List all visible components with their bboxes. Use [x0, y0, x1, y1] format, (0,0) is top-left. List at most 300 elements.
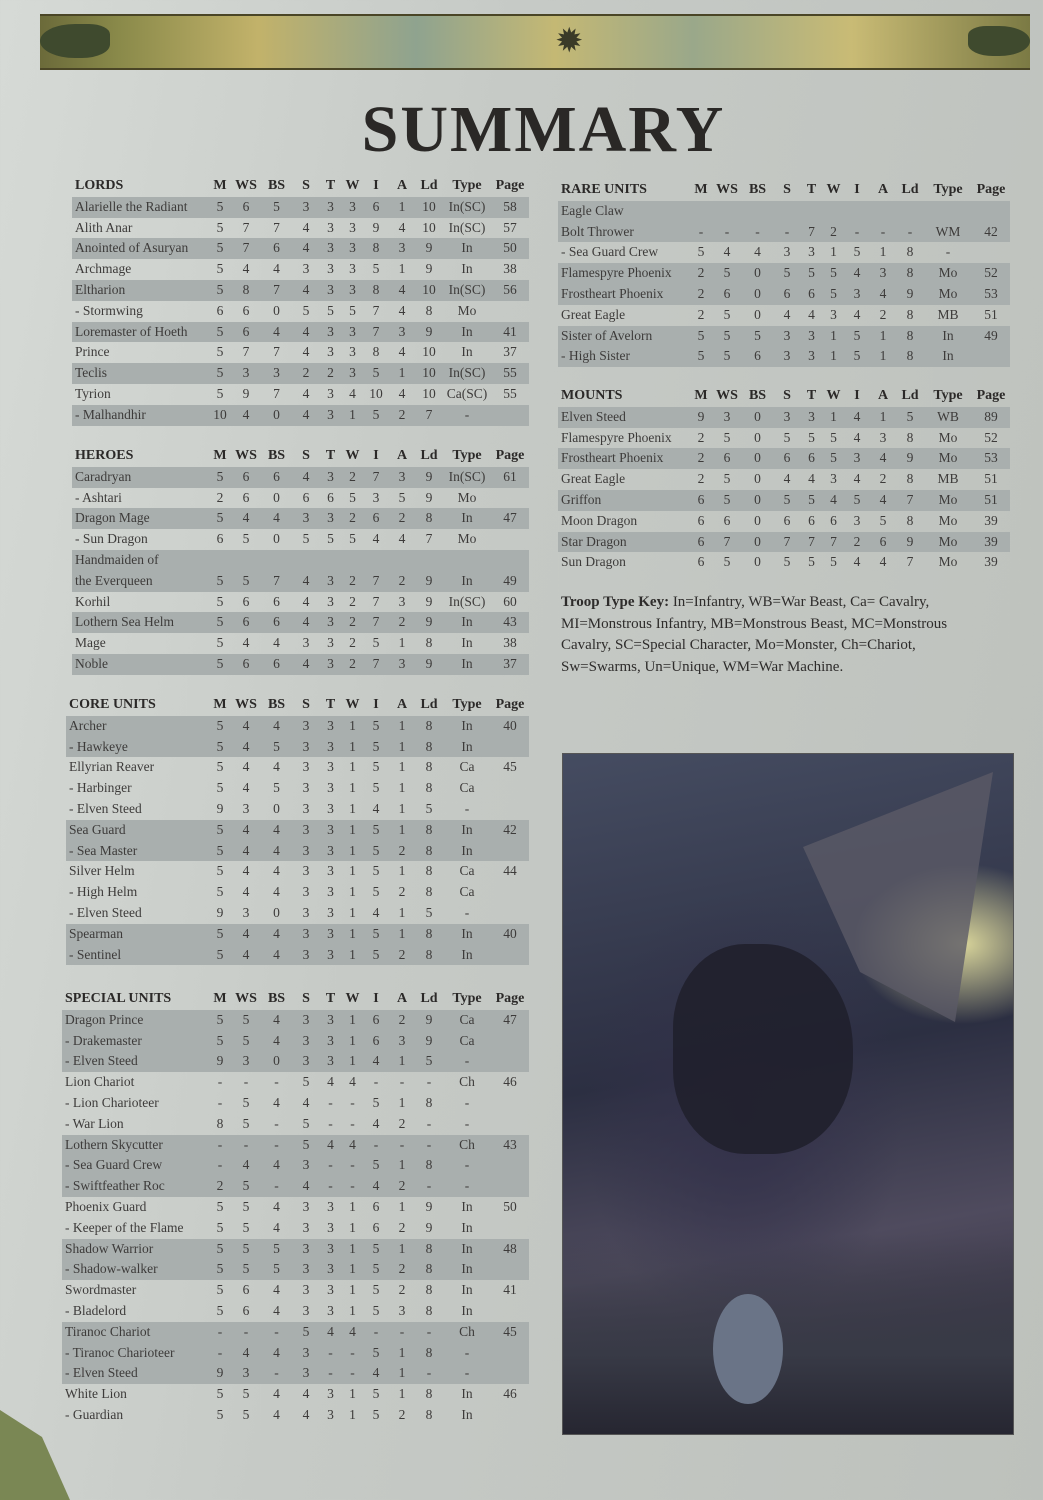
stat-cell: 5 — [208, 571, 232, 592]
stat-cell: 5 — [844, 490, 870, 511]
stat-cell: 1 — [398, 759, 406, 775]
stat-cell: 5 — [349, 531, 356, 547]
stat-cell: 5 — [723, 306, 731, 322]
stat-cell: - — [232, 1135, 260, 1156]
stat-cell: 3 — [342, 238, 363, 259]
stat-cell: - — [328, 1094, 333, 1110]
stat-cell: 5 — [363, 737, 389, 758]
stat-cell: 9 — [415, 322, 443, 343]
unit-name: - Lion Charioteer — [65, 1094, 159, 1110]
stat-cell: 5 — [242, 1406, 250, 1422]
unit-name: Great Eagle — [561, 471, 626, 487]
unit-name: Tyrion — [75, 385, 111, 401]
stat-cell: 3 — [302, 904, 310, 920]
table-row — [62, 1135, 529, 1156]
unit-name: Lion Chariot — [65, 1074, 135, 1090]
stat-cell: 4 — [398, 385, 406, 401]
table-row — [72, 280, 529, 301]
stat-cell: 0 — [754, 429, 761, 445]
stat-cell: 41 — [503, 1282, 517, 1298]
stat-cell: 8 — [415, 924, 443, 945]
stat-cell: In — [443, 238, 491, 259]
stat-cell: - — [426, 1074, 432, 1090]
column-header: T — [325, 178, 336, 193]
stat-cell: 2 — [293, 363, 319, 384]
stat-cell: 3 — [389, 238, 415, 259]
stat-cell: 5 — [689, 346, 713, 367]
stat-cell: 7 — [363, 571, 389, 592]
stat-cell: 1 — [349, 1406, 356, 1422]
stat-cell: 8 — [415, 820, 443, 841]
column-header: WS — [235, 991, 257, 1006]
stat-cell: 3 — [319, 945, 342, 966]
stat-cell — [713, 201, 741, 222]
unit-name: - Sea Guard Crew — [561, 244, 659, 260]
stat-cell: 7 — [242, 219, 250, 235]
table-row — [558, 305, 1010, 326]
stat-cell: 4 — [293, 322, 319, 343]
stat-cell: 10 — [415, 197, 443, 218]
stat-cell: 2 — [697, 429, 705, 445]
stat-cell: 8 — [906, 306, 914, 322]
stat-cell: 1 — [342, 405, 363, 426]
table-row — [62, 1010, 529, 1031]
stat-cell: 46 — [503, 1386, 517, 1402]
stat-cell: 4 — [302, 1406, 310, 1422]
stat-cell: 1 — [349, 884, 356, 900]
stat-cell: 6 — [363, 197, 389, 218]
stat-cell: 6 — [774, 284, 800, 305]
dragon-head-ornament — [40, 24, 110, 58]
stat-cell: 4 — [293, 654, 319, 675]
stat-cell: 5 — [208, 820, 232, 841]
stat-cell: 2 — [689, 448, 713, 469]
unit-name: - Bladelord — [65, 1302, 127, 1318]
stat-cell: 4 — [293, 612, 319, 633]
stat-cell: 3 — [232, 1051, 260, 1072]
stat-cell: 4 — [273, 1302, 280, 1318]
stat-cell: 5 — [372, 759, 380, 775]
stat-cell: 4 — [260, 841, 293, 862]
stat-cell: 5 — [208, 1010, 232, 1031]
table-row — [72, 322, 529, 343]
stat-cell: - — [464, 800, 470, 816]
stat-cell: 5 — [216, 1282, 224, 1298]
column-header: I — [373, 448, 379, 463]
stat-cell: 41 — [491, 322, 529, 343]
stat-cell: - — [319, 1343, 342, 1364]
stat-cell — [844, 201, 870, 222]
stat-cell: 5 — [293, 1322, 319, 1343]
stat-cell: 4 — [398, 531, 406, 547]
unit-name: Phoenix Guard — [65, 1198, 147, 1214]
stat-cell: 1 — [349, 863, 356, 879]
table-row — [72, 633, 529, 654]
stat-cell: 5 — [363, 1155, 389, 1176]
table-row — [72, 467, 529, 488]
stat-cell: 3 — [349, 344, 356, 360]
stat-cell: 4 — [273, 1198, 280, 1214]
stat-cell: 8 — [415, 1259, 443, 1280]
stat-cell: 5 — [208, 467, 232, 488]
stat-cell: MB — [937, 306, 959, 322]
stat-cell: In — [443, 1239, 491, 1260]
stat-cell: 3 — [302, 863, 310, 879]
stat-cell: - — [260, 1322, 293, 1343]
stat-cell: 8 — [896, 346, 924, 367]
stat-cell: 55 — [491, 363, 529, 384]
stat-cell: 4 — [260, 1155, 293, 1176]
stat-cell: 1 — [342, 1239, 363, 1260]
stat-cell: 3 — [327, 1302, 334, 1318]
stat-cell: - — [328, 1115, 333, 1131]
column-header: M — [213, 697, 227, 712]
stat-cell: Mo — [457, 489, 477, 505]
column-header: Page — [495, 448, 525, 463]
stat-cell: In — [443, 612, 491, 633]
stat-cell: - — [208, 1135, 232, 1156]
stat-cell: In — [443, 322, 491, 343]
stat-cell: 1 — [389, 1239, 415, 1260]
stat-cell: 5 — [398, 489, 406, 505]
stat-cell: - — [373, 1074, 379, 1090]
column-header: T — [806, 182, 817, 197]
column-header: M — [213, 991, 227, 1006]
stat-cell: 5 — [302, 1115, 310, 1131]
unit-name: Dragon Prince — [62, 1010, 208, 1031]
table-row — [62, 1259, 529, 1280]
stat-cell: 9 — [425, 1198, 433, 1214]
unit-name: - Tiranoc Charioteer — [62, 1343, 208, 1364]
stat-cell: Mo — [457, 531, 477, 547]
unit-name: - Stormwing — [75, 302, 143, 318]
stat-cell: 2 — [398, 1219, 406, 1235]
stat-cell: 3 — [319, 1239, 342, 1260]
table-row — [62, 1218, 529, 1239]
stat-cell: - — [443, 1155, 491, 1176]
stat-cell: 1 — [870, 326, 896, 347]
unit-name: Loremaster of Hoeth — [72, 322, 208, 343]
stat-cell: 5 — [697, 244, 705, 260]
stat-cell: 8 — [415, 508, 443, 529]
table-row — [558, 201, 1010, 222]
stat-cell: 39 — [984, 554, 998, 570]
stat-cell: 4 — [293, 571, 319, 592]
stat-cell: - — [741, 222, 774, 243]
stat-cell — [491, 301, 529, 322]
stat-cell: 5 — [830, 554, 837, 570]
stat-cell: 8 — [425, 863, 433, 879]
stat-cell: 9 — [415, 467, 443, 488]
table-row — [66, 841, 529, 862]
unit-name: Griffon — [558, 490, 689, 511]
stat-cell: 5 — [363, 820, 389, 841]
stat-cell: 3 — [232, 1363, 260, 1384]
column-header: BS — [267, 991, 286, 1006]
troop-key-label: Troop Type Key: — [561, 594, 670, 610]
stat-cell: - — [443, 1051, 491, 1072]
stat-cell: 3 — [800, 326, 823, 347]
stat-cell: 5 — [216, 1302, 224, 1318]
stat-cell: 1 — [398, 635, 406, 651]
stat-cell: 8 — [425, 1282, 433, 1298]
stat-cell: 3 — [319, 238, 342, 259]
stat-cell: 6 — [363, 1010, 389, 1031]
stat-cell: 3 — [319, 508, 342, 529]
stat-cell: - — [363, 1322, 389, 1343]
stat-cell: 4 — [293, 467, 319, 488]
stat-cell — [689, 201, 713, 222]
stat-cell: 4 — [260, 322, 293, 343]
table-row — [558, 552, 1010, 573]
stat-cell: 7 — [363, 654, 389, 675]
stat-cell: In — [443, 924, 491, 945]
stat-cell: 6 — [232, 612, 260, 633]
stat-cell: 6 — [260, 467, 293, 488]
stat-cell: 4 — [844, 263, 870, 284]
stat-cell: 9 — [896, 532, 924, 553]
unit-name: Korhil — [75, 593, 111, 609]
stat-cell: 2 — [342, 654, 363, 675]
stat-cell: 4 — [372, 1115, 380, 1131]
stat-cell: In — [461, 1219, 473, 1235]
stat-cell: 4 — [398, 219, 406, 235]
stat-cell: 1 — [823, 407, 844, 428]
stat-cell — [896, 201, 924, 222]
stat-cell: 1 — [342, 841, 363, 862]
stat-cell: - — [443, 1343, 491, 1364]
unit-name: Lothern Sea Helm — [72, 612, 208, 633]
column-header: WS — [235, 697, 257, 712]
stat-cell: 3 — [293, 841, 319, 862]
stat-cell: 8 — [906, 244, 914, 260]
stat-cell: 8 — [363, 238, 389, 259]
unit-name: - Elven Steed — [62, 1051, 208, 1072]
stat-cell: - — [415, 1176, 443, 1197]
stat-cell: Ca — [459, 884, 475, 900]
stat-cell: 3 — [319, 467, 342, 488]
stat-cell: 51 — [984, 306, 998, 322]
stat-cell: 6 — [689, 490, 713, 511]
stat-cell: 1 — [349, 1386, 356, 1402]
stat-cell: 7 — [713, 532, 741, 553]
stat-cell: 10 — [422, 385, 436, 401]
stat-cell: 5 — [372, 1406, 380, 1422]
stat-cell: - — [350, 1115, 355, 1131]
stat-cell: 5 — [260, 1259, 293, 1280]
stat-cell: 42 — [491, 820, 529, 841]
stat-cell: 0 — [741, 263, 774, 284]
stat-cell: In — [443, 508, 491, 529]
stat-cell: 1 — [389, 924, 415, 945]
stat-cell: 5 — [723, 471, 731, 487]
stat-cell: 3 — [327, 884, 334, 900]
stat-cell: 5 — [415, 1051, 443, 1072]
stat-cell: 5 — [216, 1219, 224, 1235]
stat-cell: 50 — [491, 238, 529, 259]
stat-cell: 6 — [302, 489, 310, 505]
stat-cell: 4 — [844, 407, 870, 428]
stat-cell: 3 — [302, 1302, 310, 1318]
stat-cell: - — [319, 1363, 342, 1384]
stat-cell: 8 — [896, 263, 924, 284]
column-header: A — [396, 178, 408, 193]
stat-cell: 1 — [830, 244, 837, 260]
unit-name: Ellyrian Reaver — [69, 759, 155, 775]
column-header: Type — [452, 448, 482, 463]
stat-cell: 4 — [754, 244, 761, 260]
stat-cell: 1 — [398, 1094, 406, 1110]
stat-cell: 3 — [319, 322, 342, 343]
stat-cell: 7 — [273, 385, 280, 401]
stat-cell: 3 — [293, 1031, 319, 1052]
stat-cell: In — [461, 1282, 473, 1298]
stat-cell: 9 — [372, 219, 380, 235]
unit-name: Eagle Claw — [558, 201, 689, 222]
stat-cell: Mo — [924, 448, 972, 469]
column-header: T — [325, 991, 336, 1006]
table-row — [66, 820, 529, 841]
stat-cell: 3 — [800, 407, 823, 428]
stat-cell: Ca — [443, 1010, 491, 1031]
stat-cell: 8 — [415, 1239, 443, 1260]
stat-cell: 8 — [216, 1115, 224, 1131]
column-header: A — [396, 697, 408, 712]
stat-cell: In — [443, 654, 491, 675]
stat-cell: - — [713, 222, 741, 243]
column-header: Type — [933, 388, 963, 403]
stat-cell: 2 — [389, 571, 415, 592]
stat-cell: 6 — [713, 284, 741, 305]
unit-name: Moon Dragon — [561, 512, 638, 528]
table-row — [62, 1384, 529, 1405]
stat-cell: 1 — [389, 716, 415, 737]
stat-cell — [491, 405, 529, 426]
stat-cell: 5 — [372, 1094, 380, 1110]
lords-heading: LORDS — [75, 178, 124, 193]
stat-cell: 3 — [327, 344, 334, 360]
stat-cell: 8 — [906, 471, 914, 487]
stat-cell: 5 — [216, 1198, 224, 1214]
stat-cell: 1 — [389, 363, 415, 384]
unit-name: Shadow Warrior — [62, 1239, 208, 1260]
special-units-table — [62, 989, 529, 1426]
stat-cell: 4 — [242, 759, 250, 775]
stat-cell: 7 — [363, 467, 389, 488]
stat-cell: 4 — [342, 1322, 363, 1343]
stat-cell: 3 — [302, 780, 310, 796]
stat-cell: 4 — [372, 904, 380, 920]
column-header: A — [877, 182, 889, 197]
troop-key-text: In=Infantry, WB=War Beast, Ca= Cavalry, MI=Monstrous Infantry, MB=Monstrous Beast, MC=Monstrous Cavalry, SC=Special Character, Mo=Monster, Ch=Chariot, Sw=Swarms, Un=Unique, WM=War Machine. — [561, 594, 948, 675]
table-row — [558, 532, 1010, 553]
stat-cell: In(SC) — [443, 197, 491, 218]
stat-cell: 5 — [372, 884, 380, 900]
unit-name: Sun Dragon — [561, 554, 626, 570]
stat-cell: 3 — [327, 800, 334, 816]
stat-cell: 3 — [293, 945, 319, 966]
stat-cell: 3 — [319, 197, 342, 218]
stat-cell: 4 — [242, 863, 250, 879]
stat-cell: In(SC) — [443, 467, 491, 488]
stat-cell: 3 — [302, 884, 310, 900]
stat-cell: 5 — [208, 280, 232, 301]
stat-cell: WM — [924, 222, 972, 243]
stat-cell: WB — [924, 407, 972, 428]
stat-cell: 7 — [372, 302, 380, 318]
unit-name: - Sea Master — [66, 841, 208, 862]
table-row — [66, 799, 529, 820]
stat-cell: 3 — [319, 1051, 342, 1072]
stat-cell: 9 — [216, 904, 224, 920]
stat-cell: 5 — [723, 429, 731, 445]
stat-cell: Ca — [459, 759, 475, 775]
stat-cell: 4 — [260, 945, 293, 966]
stat-cell: 6 — [741, 346, 774, 367]
stat-cell: 5 — [232, 1176, 260, 1197]
stat-cell: 0 — [741, 448, 774, 469]
stat-cell: 3 — [389, 654, 415, 675]
column-header: I — [854, 182, 860, 197]
stat-cell: 3 — [327, 904, 334, 920]
unit-name: - Sun Dragon — [75, 531, 148, 547]
stat-cell: 4 — [363, 1363, 389, 1384]
column-header: S — [302, 448, 310, 463]
table-row — [62, 1197, 529, 1218]
stat-cell: 9 — [415, 238, 443, 259]
stat-cell: 3 — [774, 407, 800, 428]
stat-cell: 6 — [363, 1031, 389, 1052]
stat-cell: 5 — [208, 1031, 232, 1052]
stat-cell: 8 — [425, 635, 433, 651]
unit-name: - Shadow-walker — [62, 1259, 208, 1280]
stat-cell: 6 — [800, 284, 823, 305]
column-header: Ld — [420, 178, 438, 193]
unit-name: - Keeper of the Flame — [65, 1219, 184, 1235]
core-heading: CORE UNITS — [69, 697, 156, 712]
stat-cell: 3 — [327, 219, 334, 235]
stat-cell: 5 — [216, 385, 224, 401]
column-header: S — [302, 697, 310, 712]
table-row — [66, 737, 529, 758]
stat-cell: 5 — [800, 490, 823, 511]
stat-cell: 5 — [208, 737, 232, 758]
stat-cell: 3 — [327, 1219, 334, 1235]
stat-cell: 1 — [349, 800, 356, 816]
unit-name: - Drakemaster — [62, 1031, 208, 1052]
stat-cell: 5 — [273, 780, 280, 796]
stat-cell: 5 — [242, 1219, 250, 1235]
stat-cell: 4 — [372, 800, 380, 816]
stat-cell: 0 — [273, 489, 280, 505]
stat-cell: 3 — [342, 280, 363, 301]
stat-cell: 9 — [415, 612, 443, 633]
stat-cell: 1 — [349, 1282, 356, 1298]
stat-cell: 2 — [823, 222, 844, 243]
stat-cell: 2 — [349, 635, 356, 651]
stat-cell: 9 — [242, 385, 250, 401]
stat-cell: 1 — [870, 407, 896, 428]
column-header: S — [302, 178, 310, 193]
stat-cell: 3 — [293, 1010, 319, 1031]
stat-cell: 3 — [302, 1198, 310, 1214]
stat-cell: 38 — [503, 635, 517, 651]
stat-cell — [491, 550, 529, 571]
table-row — [72, 612, 529, 633]
lords-table — [72, 176, 529, 426]
stat-cell: 5 — [260, 197, 293, 218]
stat-cell: 5 — [242, 1198, 250, 1214]
